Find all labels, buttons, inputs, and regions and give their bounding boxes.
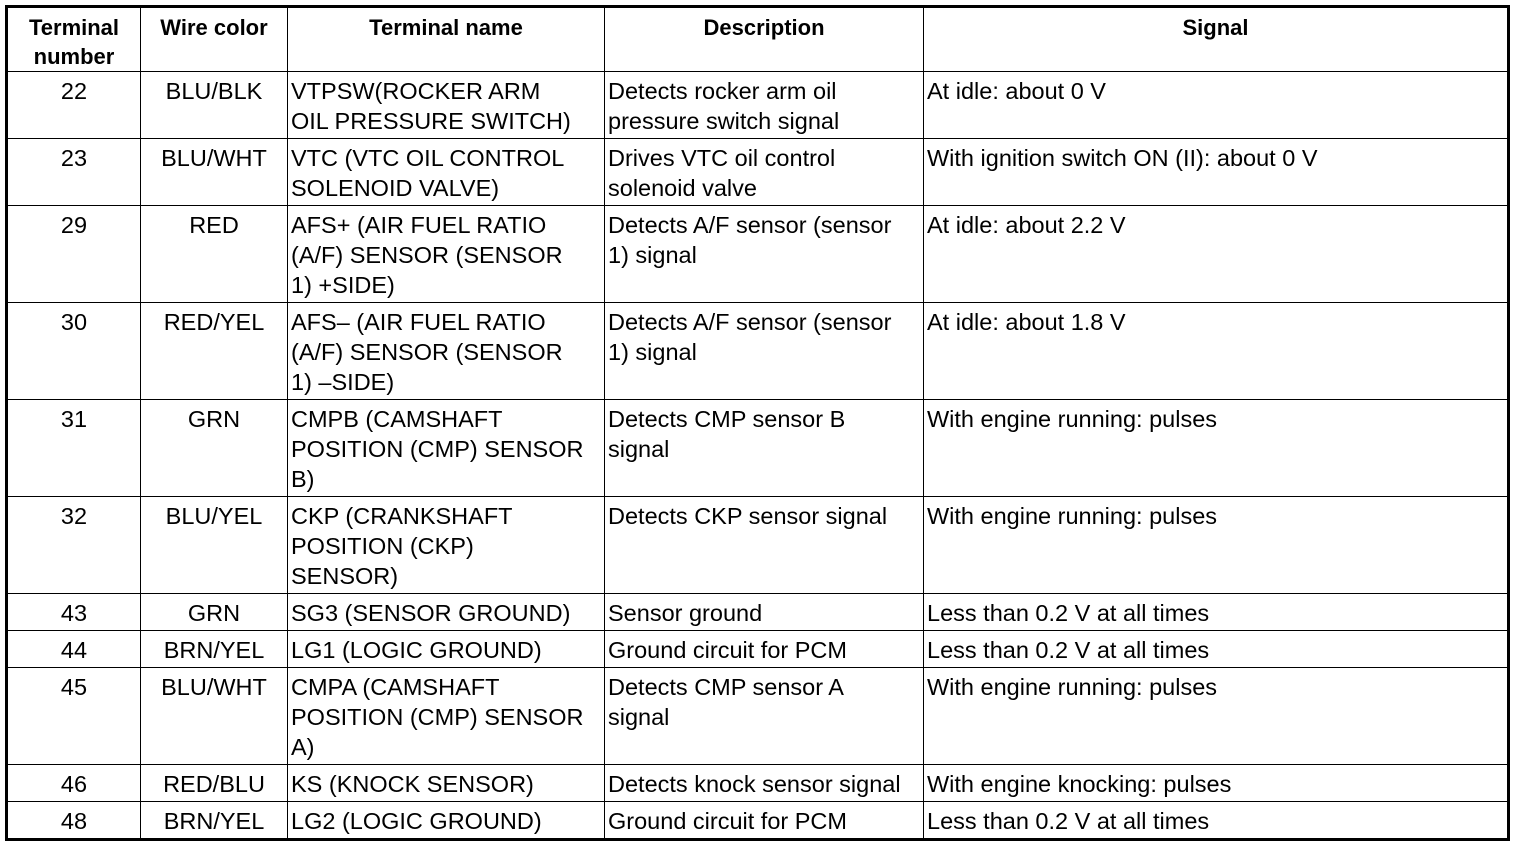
signal-cell: At idle: about 2.2 V: [924, 206, 1509, 303]
wire-color-cell: BLU/YEL: [141, 497, 288, 594]
description-cell: Detects CMP sensor A signal: [605, 668, 924, 765]
header-wire-color: Wire color: [141, 7, 288, 72]
table-row: [7, 400, 1509, 497]
terminal-name-cell: VTPSW(ROCKER ARM OIL PRESSURE SWITCH): [288, 72, 605, 139]
signal-cell: With engine running: pulses: [924, 497, 1509, 594]
signal-cell: With engine knocking: pulses: [924, 765, 1509, 802]
terminal-name-cell: LG1 (LOGIC GROUND): [288, 631, 605, 668]
table-row: [7, 668, 1509, 765]
terminal-name-cell: AFS– (AIR FUEL RATIO (A/F) SENSOR (SENSOR 1) –SIDE): [288, 303, 605, 400]
header-terminal-name: Terminal name: [288, 7, 605, 72]
header-description: Description: [605, 7, 924, 72]
signal-cell: Less than 0.2 V at all times: [924, 594, 1509, 631]
terminal-number-cell: 30: [7, 303, 141, 400]
terminal-number-cell: 46: [7, 765, 141, 802]
header-row: [7, 7, 1509, 72]
description-cell: Ground circuit for PCM: [605, 631, 924, 668]
description-cell: Drives VTC oil control solenoid valve: [605, 139, 924, 206]
table-row: [7, 72, 1509, 139]
terminal-number-cell: 48: [7, 802, 141, 840]
terminal-number-cell: 44: [7, 631, 141, 668]
wire-color-cell: BRN/YEL: [141, 631, 288, 668]
terminal-number-cell: 43: [7, 594, 141, 631]
table-body: [7, 72, 1509, 840]
description-cell: Detects CKP sensor signal: [605, 497, 924, 594]
wire-color-cell: RED/YEL: [141, 303, 288, 400]
table-row: [7, 765, 1509, 802]
table-row: [7, 631, 1509, 668]
table-row: [7, 802, 1509, 840]
table-row: [7, 497, 1509, 594]
wire-color-cell: BRN/YEL: [141, 802, 288, 840]
wire-color-cell: RED: [141, 206, 288, 303]
header-terminal-number: Terminal number: [7, 7, 141, 72]
signal-cell: Less than 0.2 V at all times: [924, 631, 1509, 668]
terminal-name-cell: AFS+ (AIR FUEL RATIO (A/F) SENSOR (SENSOR 1) +SIDE): [288, 206, 605, 303]
signal-cell: Less than 0.2 V at all times: [924, 802, 1509, 840]
terminal-number-cell: 29: [7, 206, 141, 303]
wire-color-cell: RED/BLU: [141, 765, 288, 802]
description-cell: Detects CMP sensor B signal: [605, 400, 924, 497]
terminal-name-cell: CMPA (CAMSHAFT POSITION (CMP) SENSOR A): [288, 668, 605, 765]
description-cell: Ground circuit for PCM: [605, 802, 924, 840]
signal-cell: With ignition switch ON (II): about 0 V: [924, 139, 1509, 206]
terminal-name-cell: CMPB (CAMSHAFT POSITION (CMP) SENSOR B): [288, 400, 605, 497]
terminal-table: [5, 5, 1510, 841]
description-cell: Detects A/F sensor (sensor 1) signal: [605, 303, 924, 400]
description-cell: Detects rocker arm oil pressure switch signal: [605, 72, 924, 139]
table-row: [7, 139, 1509, 206]
signal-cell: At idle: about 0 V: [924, 72, 1509, 139]
description-cell: Sensor ground: [605, 594, 924, 631]
table-row: [7, 303, 1509, 400]
wire-color-cell: BLU/BLK: [141, 72, 288, 139]
wire-color-cell: BLU/WHT: [141, 668, 288, 765]
terminal-number-cell: 45: [7, 668, 141, 765]
header-signal: Signal: [924, 7, 1509, 72]
signal-cell: With engine running: pulses: [924, 400, 1509, 497]
terminal-number-cell: 32: [7, 497, 141, 594]
signal-cell: At idle: about 1.8 V: [924, 303, 1509, 400]
signal-cell: With engine running: pulses: [924, 668, 1509, 765]
terminal-name-cell: SG3 (SENSOR GROUND): [288, 594, 605, 631]
description-cell: Detects knock sensor signal: [605, 765, 924, 802]
terminal-name-cell: KS (KNOCK SENSOR): [288, 765, 605, 802]
terminal-name-cell: LG2 (LOGIC GROUND): [288, 802, 605, 840]
terminal-number-cell: 22: [7, 72, 141, 139]
wire-color-cell: GRN: [141, 594, 288, 631]
wire-color-cell: GRN: [141, 400, 288, 497]
table-header: [7, 7, 1509, 72]
terminal-number-cell: 23: [7, 139, 141, 206]
terminal-name-cell: VTC (VTC OIL CONTROL SOLENOID VALVE): [288, 139, 605, 206]
wire-color-cell: BLU/WHT: [141, 139, 288, 206]
terminal-name-cell: CKP (CRANKSHAFT POSITION (CKP) SENSOR): [288, 497, 605, 594]
description-cell: Detects A/F sensor (sensor 1) signal: [605, 206, 924, 303]
table-row: [7, 206, 1509, 303]
table-row: [7, 594, 1509, 631]
terminal-number-cell: 31: [7, 400, 141, 497]
